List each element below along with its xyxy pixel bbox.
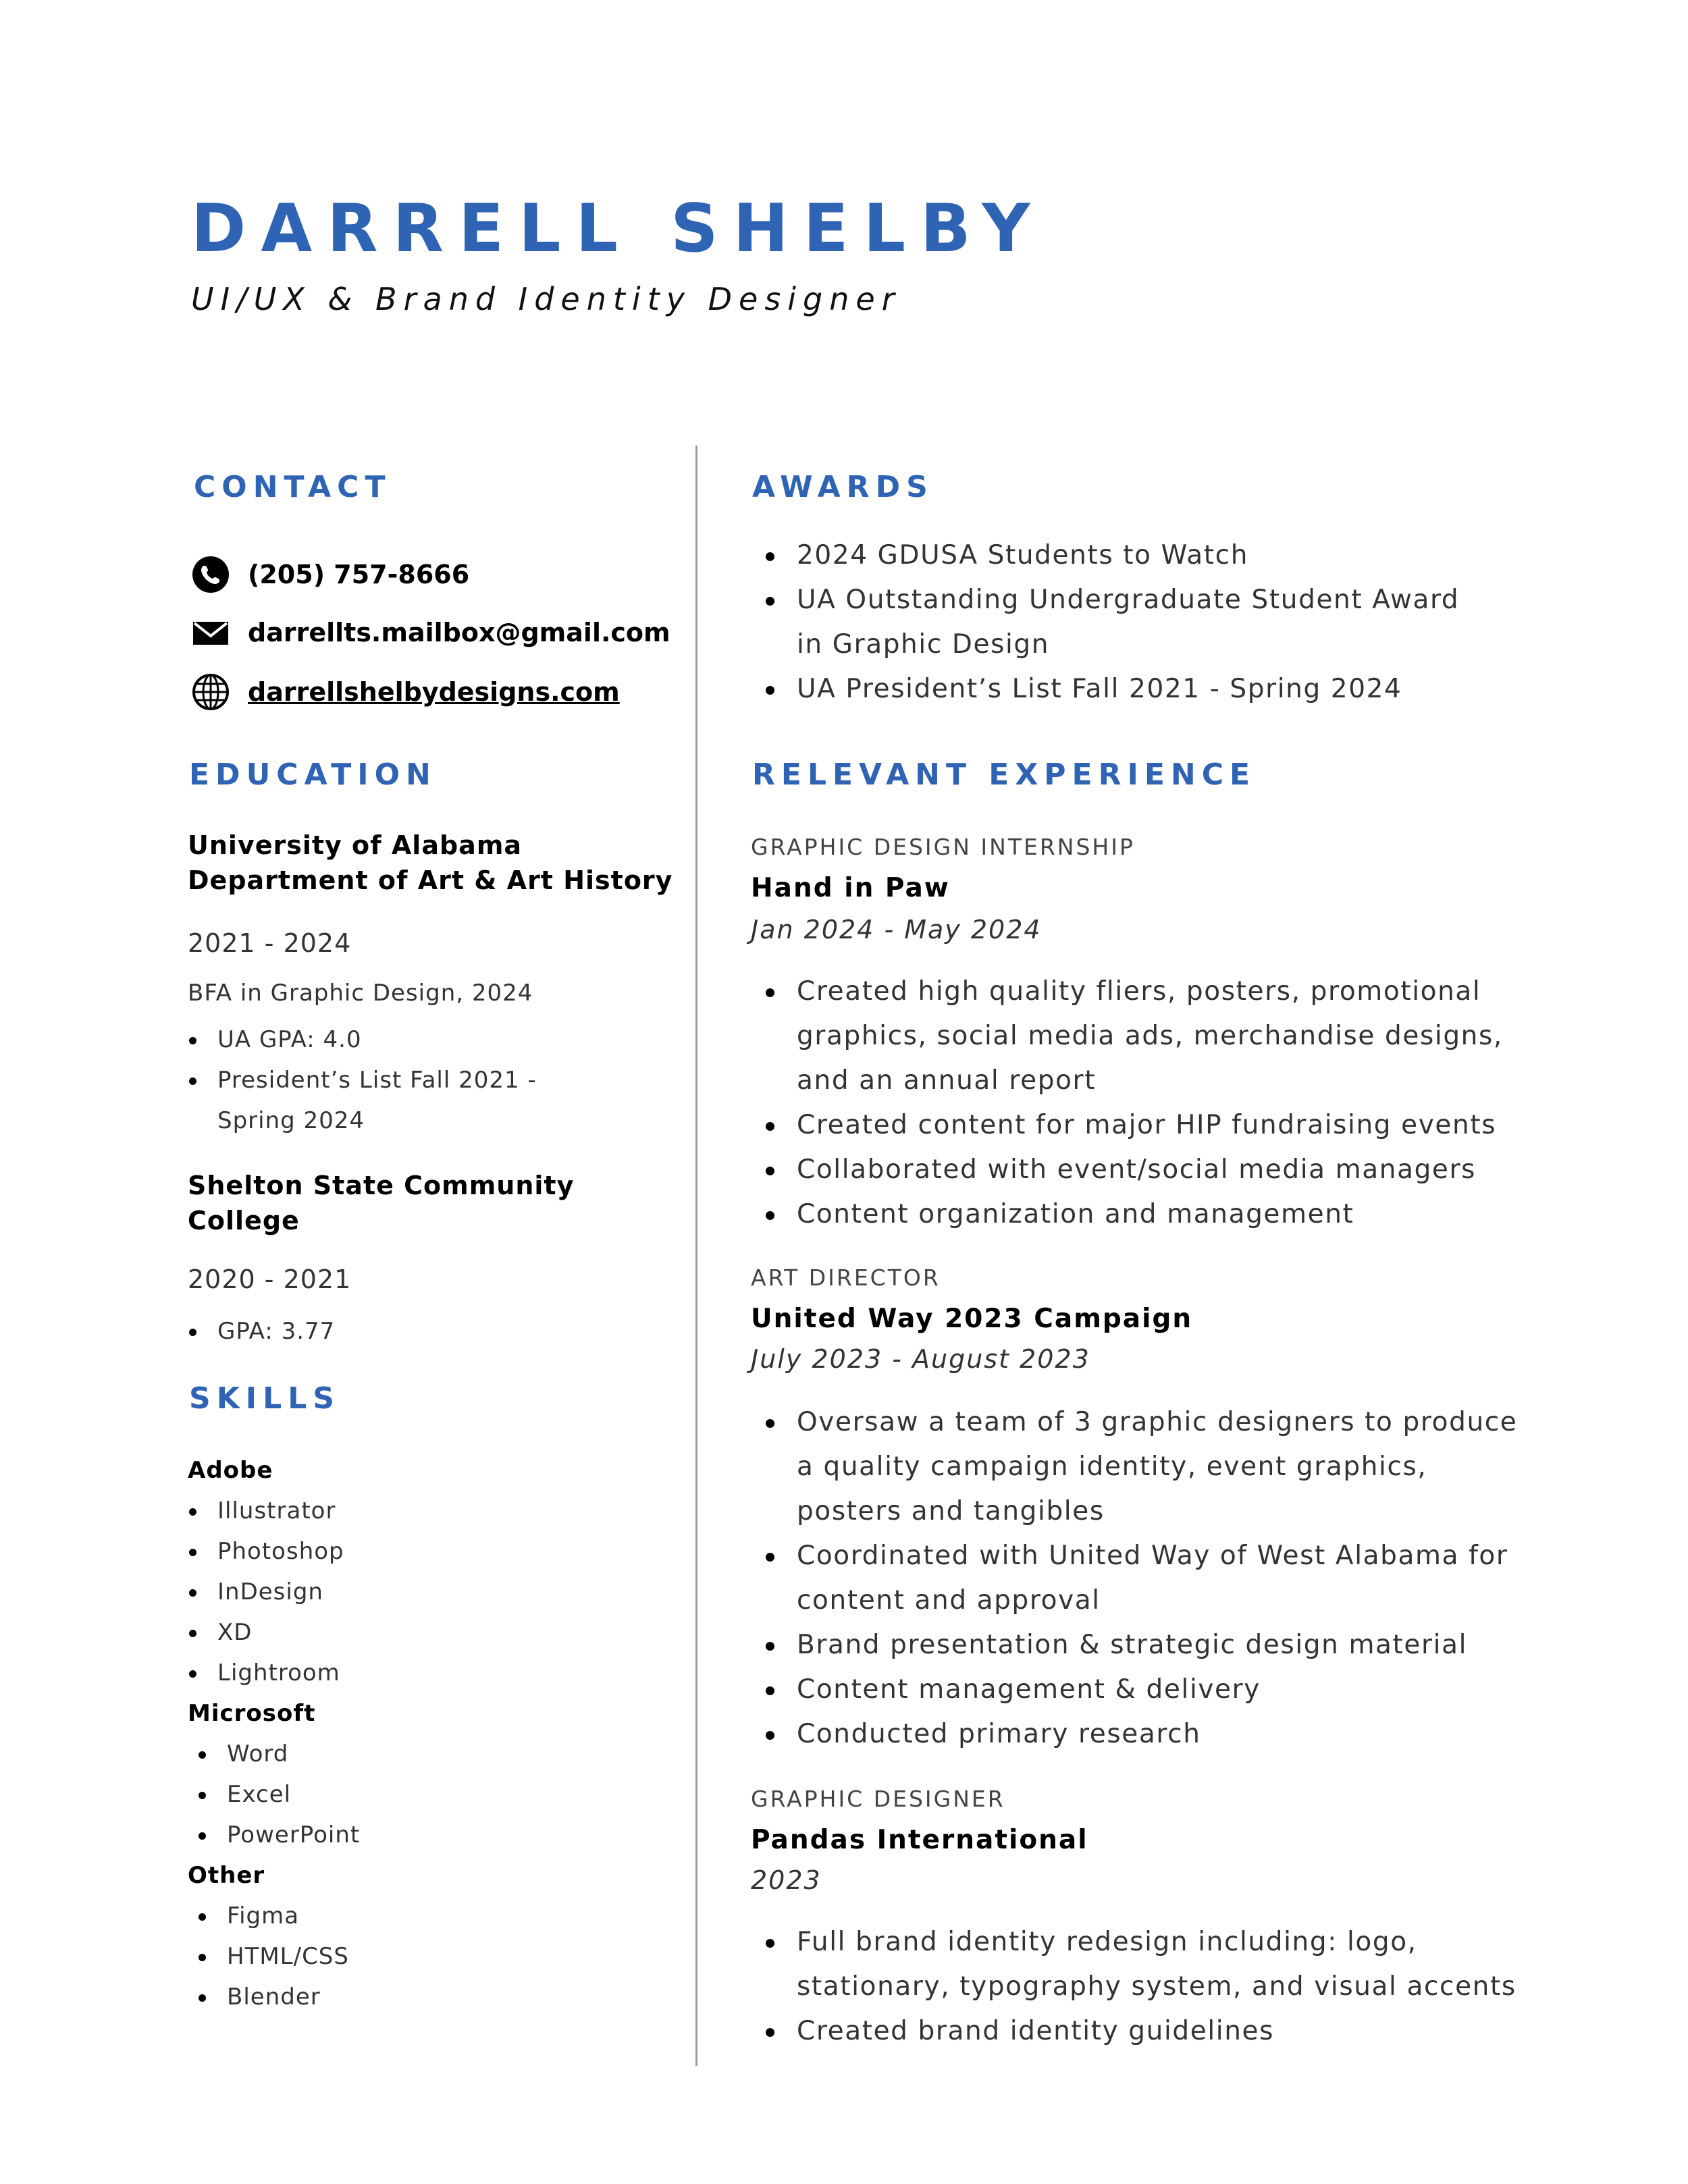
job-role: GRAPHIC DESIGN INTERNSHIP	[751, 834, 1135, 860]
contact-email-row	[191, 613, 670, 652]
contact-phone-row	[191, 555, 469, 594]
education-years: 2020 - 2021	[188, 1264, 352, 1294]
list-item: Created high quality fliers, posters, promotional graphics, social media ads, merchandise designs, and an annual report	[751, 969, 1521, 1103]
education-details	[188, 1019, 674, 1141]
education-entry	[188, 1168, 674, 1238]
list-item: InDesign	[188, 1572, 674, 1612]
school-name: University of Alabama	[188, 830, 523, 860]
contact-website-row	[191, 672, 620, 712]
list-item: 2024 GDUSA Students to Watch	[751, 533, 1548, 578]
email-address[interactable]: darrellts.mailbox@gmail.com	[248, 618, 670, 647]
job-bullets	[751, 1920, 1541, 2054]
education-entry	[188, 828, 674, 898]
list-item: Created brand identity guidelines	[751, 2009, 1541, 2054]
list-item: Content management & delivery	[751, 1668, 1527, 1712]
globe-icon	[191, 672, 230, 712]
list-item: UA President’s List Fall 2021 - Spring 2024	[751, 667, 1548, 712]
awards-list	[751, 533, 1548, 712]
mail-icon	[191, 613, 230, 652]
website-link[interactable]: darrellshelbydesigns.com	[248, 677, 620, 707]
education-details	[188, 1311, 674, 1352]
awards-heading: AWARDS	[752, 470, 934, 504]
list-item: Figma	[188, 1896, 674, 1936]
skill-group-adobe: Adobe	[188, 1457, 273, 1484]
skills-list	[188, 1450, 674, 2017]
list-item: UA GPA: 4.0	[188, 1019, 674, 1060]
candidate-name: DARRELL SHELBY	[191, 190, 1045, 267]
list-item: Created content for major HIP fundraising events	[751, 1103, 1521, 1148]
skill-group-other: Other	[188, 1862, 265, 1889]
contact-heading: CONTACT	[194, 470, 392, 504]
list-item: Full brand identity redesign including: logo, stationary, typography system, and visual accents	[751, 1920, 1541, 2009]
list-item: Photoshop	[188, 1531, 674, 1572]
job-organization: United Way 2023 Campaign	[751, 1304, 1193, 1334]
school-department: Department of Art & Art History	[188, 865, 673, 895]
job-dates: July 2023 - August 2023	[751, 1344, 1090, 1374]
education-years: 2021 - 2024	[188, 928, 352, 958]
list-item: Oversaw a team of 3 graphic designers to produce a quality campaign identity, event graphics, posters and tangibles	[751, 1400, 1527, 1534]
education-degree: BFA in Graphic Design, 2024	[188, 980, 533, 1007]
list-item: Excel	[188, 1774, 674, 1815]
list-item: HTML/CSS	[188, 1936, 674, 1977]
job-bullets	[751, 969, 1521, 1237]
list-item: Collaborated with event/social media managers	[751, 1148, 1521, 1192]
list-item: Blender	[188, 1977, 674, 2017]
education-heading: EDUCATION	[189, 757, 437, 792]
list-item: Conducted primary research	[751, 1712, 1527, 1757]
skill-items	[188, 1734, 674, 1855]
job-role: GRAPHIC DESIGNER	[751, 1786, 1005, 1812]
list-item: Illustrator	[188, 1491, 674, 1531]
list-item: Coordinated with United Way of West Alabama for content and approval	[751, 1534, 1527, 1623]
school-name-cont: College	[188, 1206, 300, 1235]
phone-icon	[191, 555, 230, 594]
job-organization: Hand in Paw	[751, 873, 950, 903]
list-item: Lightroom	[188, 1653, 674, 1693]
skill-items	[188, 1491, 674, 1693]
list-item: UA Outstanding Undergraduate Student Award in Graphic Design	[751, 578, 1472, 667]
job-bullets	[751, 1400, 1527, 1757]
skill-items	[188, 1896, 674, 2017]
list-item: XD	[188, 1612, 674, 1653]
job-dates: 2023	[751, 1865, 822, 1895]
candidate-title: UI/UX & Brand Identity Designer	[191, 281, 901, 317]
list-item: President’s List Fall 2021 - Spring 2024	[188, 1060, 623, 1141]
job-role: ART DIRECTOR	[751, 1264, 941, 1291]
skill-group-microsoft: Microsoft	[188, 1700, 316, 1727]
list-item: Word	[188, 1734, 674, 1774]
column-divider	[695, 446, 697, 2066]
job-organization: Pandas International	[751, 1825, 1088, 1855]
experience-heading: RELEVANT EXPERIENCE	[752, 757, 1257, 792]
list-item: Content organization and management	[751, 1192, 1521, 1237]
list-item: PowerPoint	[188, 1815, 674, 1855]
phone-number[interactable]: (205) 757-8666	[248, 560, 470, 589]
list-item: Brand presentation & strategic design material	[751, 1623, 1527, 1668]
job-dates: Jan 2024 - May 2024	[751, 915, 1042, 944]
skills-heading: SKILLS	[189, 1381, 340, 1416]
school-name: Shelton State Community	[188, 1171, 575, 1200]
list-item: GPA: 3.77	[188, 1311, 674, 1352]
